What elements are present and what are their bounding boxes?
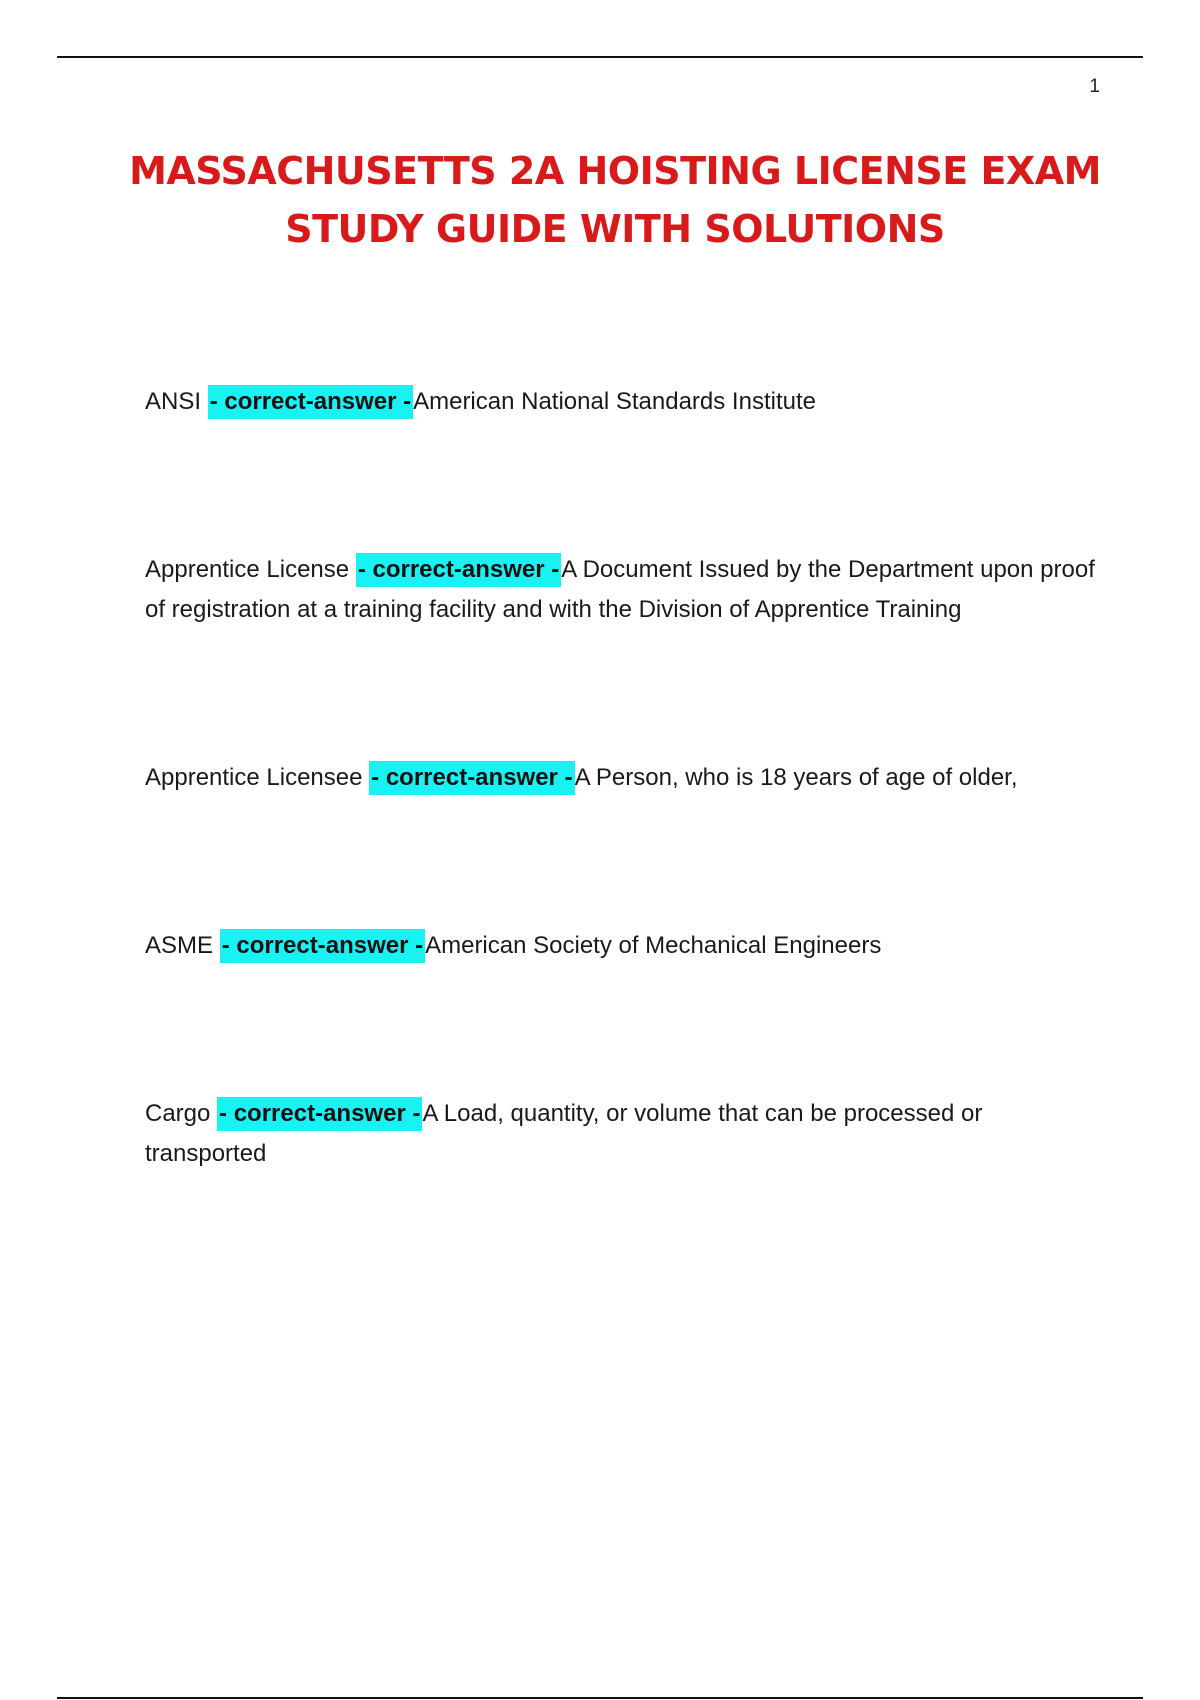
answer-separator: - correct-answer - — [220, 929, 425, 963]
entry-definition: A Load, quantity, or volume that can be processed or transported — [145, 1100, 983, 1167]
glossary-entry-apprentice-license — [145, 550, 1105, 630]
answer-separator: - correct-answer - — [356, 553, 561, 587]
entry-term: ANSI — [145, 388, 202, 415]
entry-term: Apprentice License — [145, 556, 350, 583]
entry-definition: American Society of Mechanical Engineers — [425, 932, 882, 959]
entry-definition: American National Standards Institute — [413, 388, 816, 415]
document-title: MASSACHUSETTS 2A HOISTING LICENSE EXAM STUDY GUIDE WITH SOLUTIONS — [129, 149, 1101, 251]
glossary-entry-cargo — [145, 1094, 1105, 1174]
entry-definition: A Person, who is 18 years of age of older, — [574, 764, 1018, 791]
answer-separator: - correct-answer - — [217, 1097, 422, 1131]
answer-separator: - correct-answer - — [369, 761, 574, 795]
glossary-entry-asme — [145, 926, 1105, 966]
entry-term: ASME — [145, 932, 214, 959]
top-rule — [57, 56, 1143, 58]
entry-term: Cargo — [145, 1100, 211, 1127]
page-number: 1 — [1089, 76, 1100, 97]
answer-separator: - correct-answer - — [208, 385, 413, 419]
bottom-rule — [57, 1697, 1143, 1699]
entry-definition: A Document Issued by the Department upon proof of registration at a training facility and with the Division of Apprentice Training — [145, 556, 1095, 623]
glossary-list — [145, 382, 1105, 1174]
entry-term: Apprentice Licensee — [145, 764, 363, 791]
glossary-entry-ansi — [145, 382, 1105, 422]
glossary-entry-apprentice-licensee — [145, 758, 1105, 798]
